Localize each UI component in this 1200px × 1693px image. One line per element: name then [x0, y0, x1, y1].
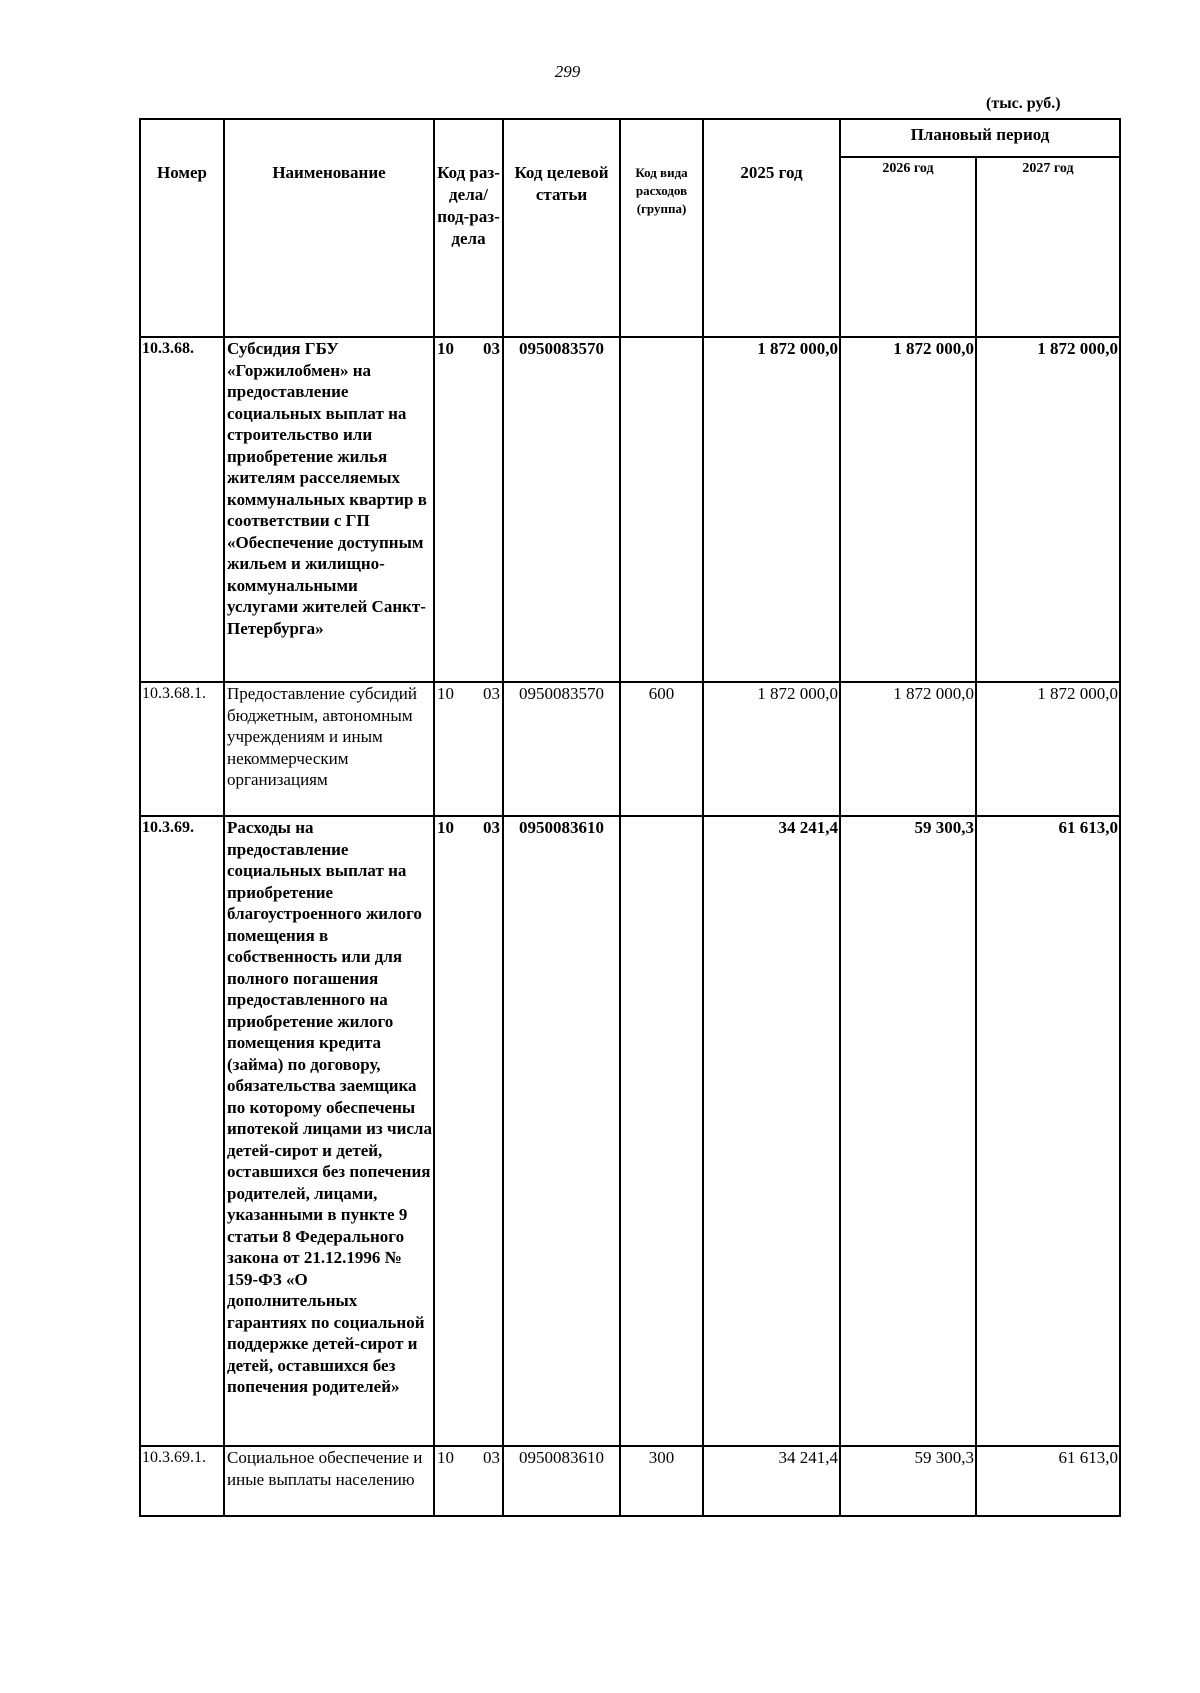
row-2025: 1 872 000,0 — [703, 682, 840, 816]
row-2026: 1 872 000,0 — [840, 682, 976, 816]
table-row — [140, 337, 1120, 682]
razdel-code: 10 — [437, 339, 454, 358]
header-vid: Код вида расходов (группа) — [620, 119, 703, 337]
row-2025: 34 241,4 — [703, 816, 840, 1446]
row-name: Расходы на предоставление социальных выплат на приобретение благоустроенного жилого помещения в собственность или для полного погашения предоставленного на приобретение жилого помещения кредита (займа) по договору, обязательства заемщика по которому обеспечены ипотекой лицами из числа детей-сирот и детей, оставшихся без попечения родителей, лицами, указанными в пункте 9 статьи 8 Федерального закона от 21.12.1996 № 159-ФЗ «О дополнительных гарантиях по социальной поддержке детей-сирот и детей, оставшихся без попечения родителей» — [224, 816, 434, 1446]
row-2027: 1 872 000,0 — [976, 682, 1120, 816]
table-row — [140, 1446, 1120, 1516]
row-number: 10.3.68. — [140, 337, 224, 682]
row-number: 10.3.69. — [140, 816, 224, 1446]
row-razdel — [434, 1446, 503, 1516]
row-name: Предоставление субсидий бюджетным, автономным учреждениям и иным некоммерческим организациям — [224, 682, 434, 816]
podrazdel-code: 03 — [483, 339, 500, 358]
row-vid: 300 — [620, 1446, 703, 1516]
razdel-code: 10 — [437, 1448, 454, 1467]
row-2026: 59 300,3 — [840, 1446, 976, 1516]
row-number: 10.3.69.1. — [140, 1446, 224, 1516]
razdel-code: 10 — [437, 684, 454, 703]
podrazdel-code: 03 — [483, 684, 500, 703]
row-2027: 61 613,0 — [976, 1446, 1120, 1516]
row-vid — [620, 337, 703, 682]
row-name: Субсидия ГБУ «Горжилобмен» на предоставление социальных выплат на строительство или приобретение жилья жителям расселяемых коммунальных квартир в соответствии с ГП «Обеспечение доступным жильем и жилищно-коммунальными услугами жителей Санкт-Петербурга» — [224, 337, 434, 682]
row-2026: 59 300,3 — [840, 816, 976, 1446]
row-name: Социальное обеспечение и иные выплаты населению — [224, 1446, 434, 1516]
header-2025: 2025 год — [703, 119, 840, 337]
row-razdel — [434, 816, 503, 1446]
header-2026: 2026 год — [840, 157, 976, 337]
table-row — [140, 816, 1120, 1446]
row-target: 0950083570 — [503, 682, 620, 816]
row-vid — [620, 816, 703, 1446]
row-number: 10.3.68.1. — [140, 682, 224, 816]
header-razdel: Код раз-дела/ под-раз-дела — [434, 119, 503, 337]
row-razdel — [434, 337, 503, 682]
row-2026: 1 872 000,0 — [840, 337, 976, 682]
table-row — [140, 682, 1120, 816]
row-2027: 1 872 000,0 — [976, 337, 1120, 682]
page-number: 299 — [554, 62, 581, 81]
row-target: 0950083570 — [503, 337, 620, 682]
razdel-code: 10 — [437, 818, 454, 837]
row-razdel — [434, 682, 503, 816]
budget-table — [139, 118, 1121, 1517]
row-target: 0950083610 — [503, 1446, 620, 1516]
row-target: 0950083610 — [503, 816, 620, 1446]
row-2025: 1 872 000,0 — [703, 337, 840, 682]
header-2027: 2027 год — [976, 157, 1120, 337]
header-target: Код целевой статьи — [503, 119, 620, 337]
header-name: Наименование — [224, 119, 434, 337]
row-vid: 600 — [620, 682, 703, 816]
units-label: (тыс. руб.) — [986, 95, 1061, 112]
header-planned-period: Плановый период — [840, 119, 1120, 157]
podrazdel-code: 03 — [483, 1448, 500, 1467]
podrazdel-code: 03 — [483, 818, 500, 837]
header-number: Номер — [140, 119, 224, 337]
row-2025: 34 241,4 — [703, 1446, 840, 1516]
row-2027: 61 613,0 — [976, 816, 1120, 1446]
